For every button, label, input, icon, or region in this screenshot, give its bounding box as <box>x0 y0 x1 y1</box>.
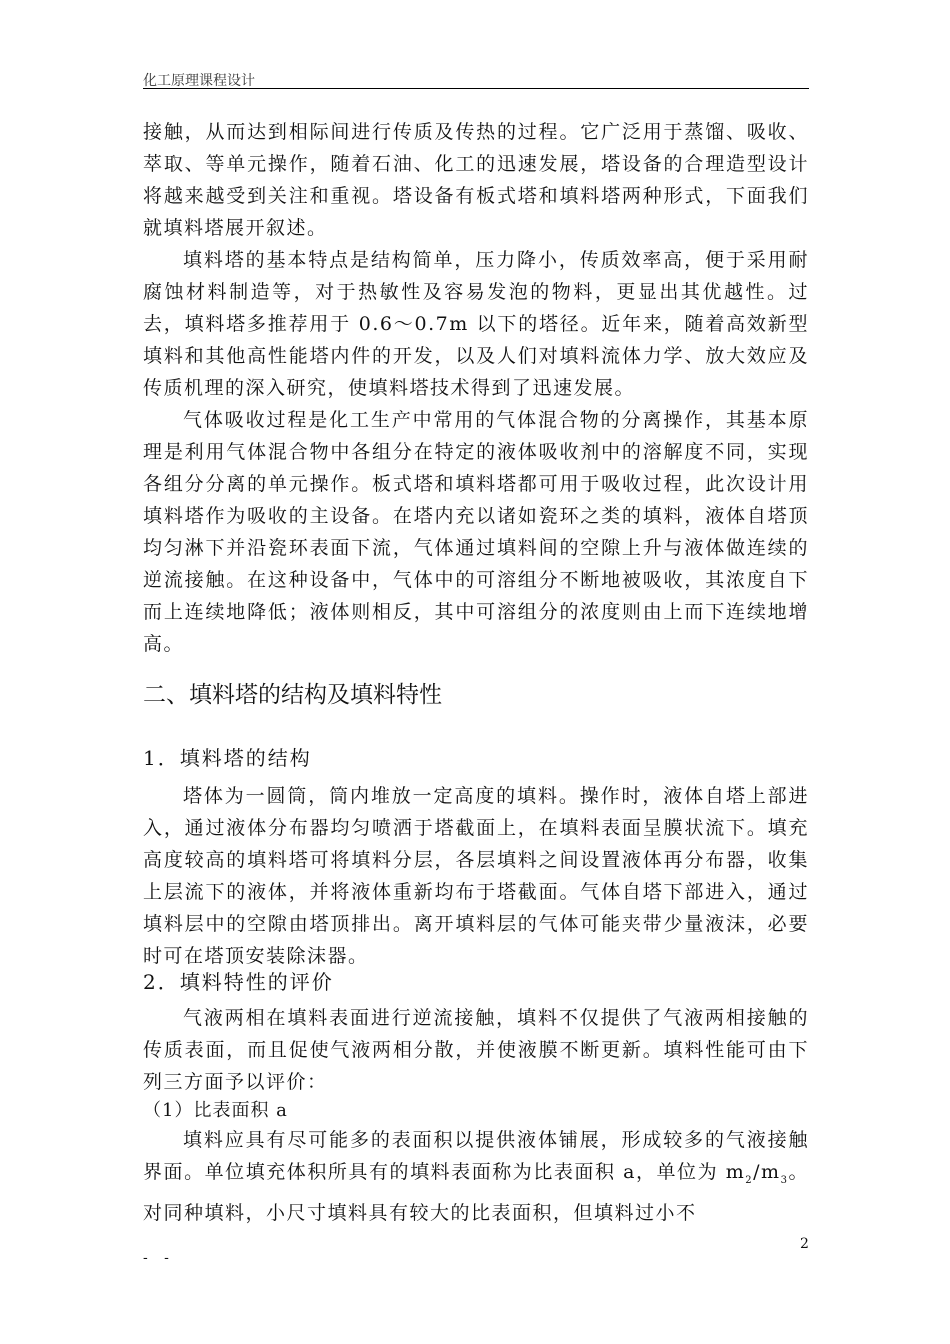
paragraph-text-part1: 填料应具有尽可能多的表面积以提供液体铺展，形成较多的气液接触界面。单位填充体积所具有的填料表面称为比表面积 a，单位为 <box>143 1129 809 1183</box>
subheading-packing-evaluation: 2．填料特性的评价 <box>143 970 334 994</box>
paragraph-intro-continued: 接触，从而达到相际间进行传质及传热的过程。它广泛用于蒸馏、吸收、萃取、等单元操作，随着石油、化工的迅速发展，塔设备的合理造型设计将越来越受到关注和重视。塔设备有板式塔和填料塔两种形式，下面我们就填料塔展开叙述。 <box>143 121 809 239</box>
unit-m: m <box>725 1161 746 1183</box>
paragraph-text-part2: 。对同种填料，小尺寸填料具有较大的比表面积，但填料过小不 <box>143 1161 809 1224</box>
paragraph-gas-absorption: 气体吸收过程是化工生产中常用的气体混合物的分离操作，其基本原理是利用气体混合物中各组分在特定的液体吸收剂中的溶解度不同，实现各组分分离的单元操作。板式塔和填料塔都可用于吸收过程，此次设计用填料塔作为吸收的主设备。在塔内充以诸如瓷环之类的填料，液体自塔顶均匀淋下并沿瓷环表面下流，气体通过填料间的空隙上升与液体做连续的逆流接触。在这种设备中，气体中的可溶组分不断地被吸收，其浓度自下而上连续地降低；液体则相反，其中可溶组分的浓度则由上而下连续地增高。 <box>143 409 809 655</box>
unit-slash-m: /m <box>753 1161 781 1183</box>
paragraph-packing-evaluation: 气液两相在填料表面进行逆流接触，填料不仅提供了气液两相接触的传质表面，而且促使气液两相分散，并使液膜不断更新。填料性能可由下列三方面予以评价： <box>143 1007 809 1093</box>
footer-marks: - - <box>143 1250 175 1266</box>
unit-exponent-3: 3 <box>780 1174 789 1186</box>
item-specific-surface-area: （1）比表面积 a <box>143 1100 288 1121</box>
paragraph-specific-surface-area <box>143 1124 809 1229</box>
paragraph-packed-tower-features: 填料塔的基本特点是结构简单，压力降小，传质效率高，便于采用耐腐蚀材料制造等，对于热敏性及容易发泡的物料，更显出其优越性。过去，填料塔多推荐用于 0.6～0.7m 以下的塔径。近年来，随着高效新型填料和其他高性能塔内件的开发，以及人们对填料流体力学、放大效应及传质机理的深入研究，使填料塔技术得到了迅速发展。 <box>143 249 809 399</box>
header-divider <box>143 88 809 89</box>
section-heading-structure-and-packing: 二、填料塔的结构及填料特性 <box>143 682 442 708</box>
page-number: 2 <box>800 1236 809 1252</box>
unit-exponent-2: 2 <box>745 1174 754 1186</box>
paragraph-tower-structure: 塔体为一圆筒，筒内堆放一定高度的填料。操作时，液体自塔上部进入，通过液体分布器均匀喷洒于塔截面上，在填料表面呈膜状流下。填充高度较高的填料塔可将填料分层，各层填料之间设置液体再分布器，收集上层流下的液体，并将液体重新均布于塔截面。气体自塔下部进入，通过填料层中的空隙由塔顶排出。离开填料层的气体可能夹带少量液沫，必要时可在塔顶安装除沫器。 <box>143 785 809 967</box>
subheading-tower-structure: 1．填料塔的结构 <box>143 746 312 770</box>
running-header: 化工原理课程设计 <box>143 73 255 89</box>
